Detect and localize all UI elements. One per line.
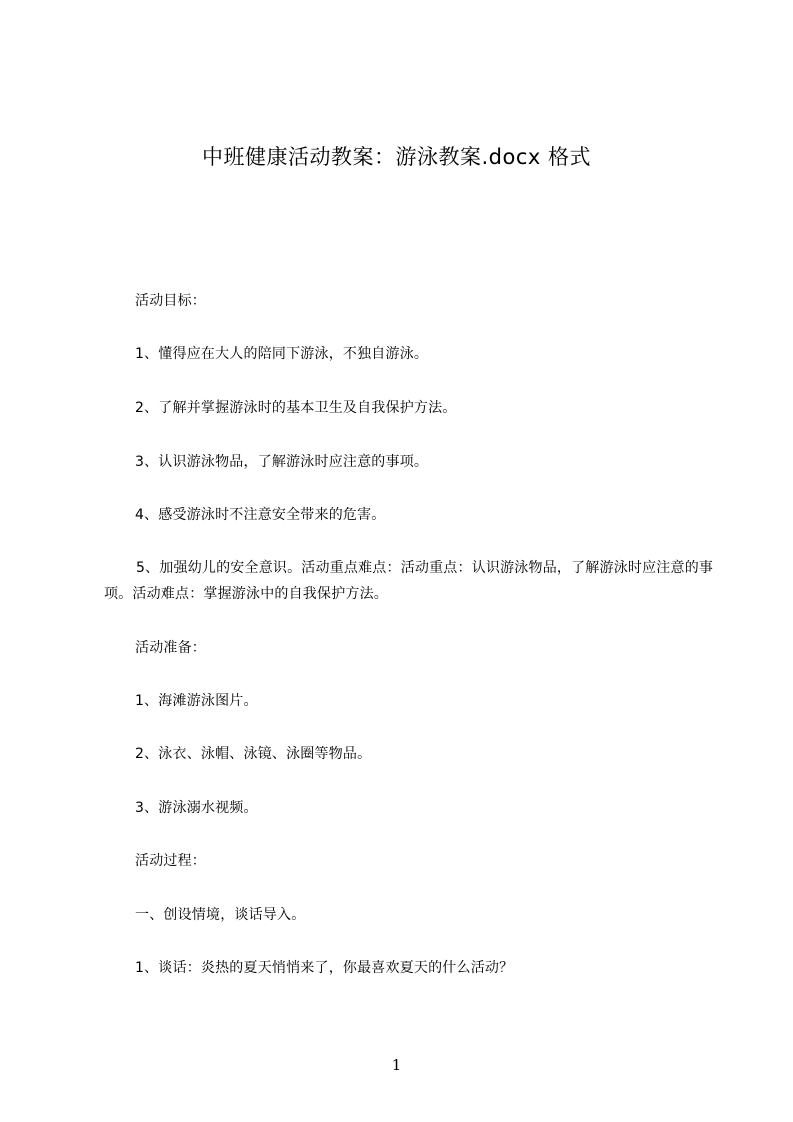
section-heading-goals: 活动目标： (135, 293, 206, 309)
list-item: 1、海滩游泳图片。 (135, 693, 258, 709)
list-item: 3、认识游泳物品，了解游泳时应注意的事项。 (135, 454, 429, 470)
list-item: 2、泳衣、泳帽、泳镜、泳圈等物品。 (135, 746, 372, 762)
list-item: 1、谈话：炎热的夏天悄悄来了，你最喜欢夏天的什么活动？ (135, 960, 514, 976)
paragraph-key-points (104, 555, 714, 607)
document-title: 中班健康活动教案：游泳教案.docx 格式 (201, 145, 591, 169)
paragraph-text: 5、加强幼儿的安全意识。活动重点难点：活动重点：认识游泳物品，了解游泳时应注意的事项。活动难点：掌握游泳中的自我保护方法。 (104, 560, 714, 602)
subsection-heading: 一、创设情境，谈话导入。 (135, 907, 306, 923)
section-heading-preparation: 活动准备： (135, 640, 206, 656)
section-heading-process: 活动过程： (135, 853, 206, 869)
list-item: 1、懂得应在大人的陪同下游泳，不独自游泳。 (135, 346, 429, 362)
list-item: 3、游泳溺水视频。 (135, 800, 258, 816)
list-item: 4、感受游泳时不注意安全带来的危害。 (135, 507, 386, 523)
page-number: 1 (391, 1056, 402, 1074)
list-item: 2、了解并掌握游泳时的基本卫生及自我保护方法。 (135, 400, 457, 416)
